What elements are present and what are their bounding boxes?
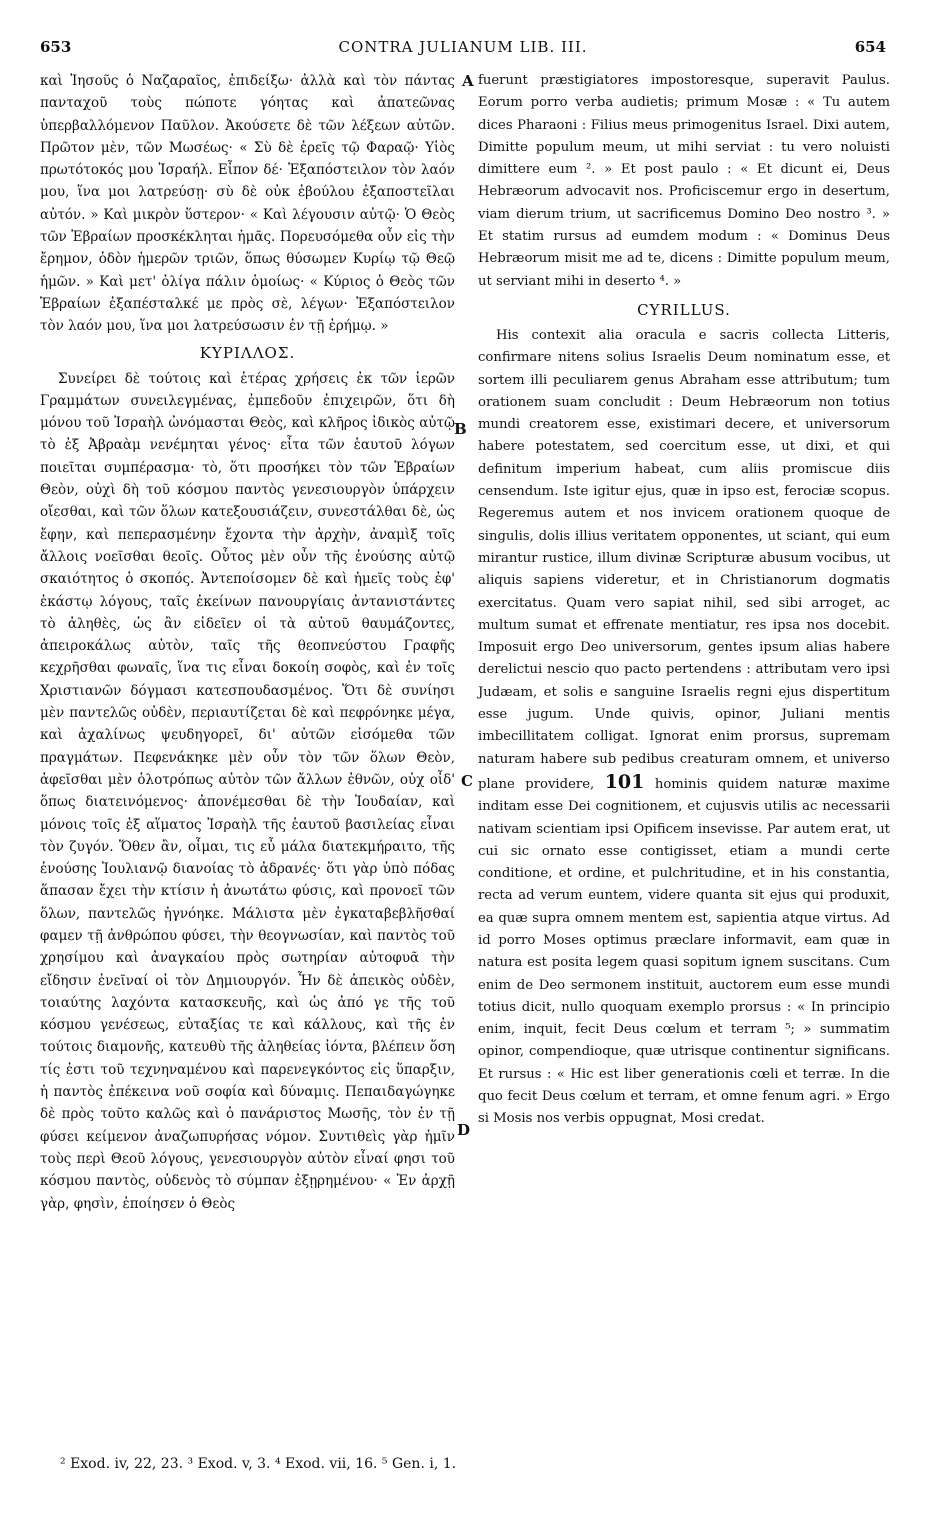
greek-section-text: Συνείρει δὲ τούτοις καὶ ἑτέρας χρήσεις ἐκ τῶν ἱερῶν Γραμμάτων συνειλεγμένας, ἐμπεδοῦν ἐπιχειρῶν, ὅτι δὴ μόνου τοῦ Ἰσραὴλ ὠνόμασται Θεὸς, καὶ κλῆρος ἰδικὸς αὐτῷ τὸ ἐξ Ἀβραὰμ νενέμηται γένος· εἶτα τῶν ἑαυτοῦ λόγων ποιεῖται συμπέρασμα· τὸ, ὅτι προσήκει τὸν τῶν Ἑβραίων Θεὸν, οὐχὶ δὴ τοῦ κόσμου παντὸς γενεσιουργὸν ὑπάρχειν οἴεσθαι, καὶ τῶν ὅλων κατεξουσιάζειν, συνεστάλθαι δὲ, ὡς ἔφην, καὶ πεπερασμένην ἔχοντα τὴν ἀρχὴν, ἀναμὶξ τοῖς ἄλλοις νοεῖσθαι θεοῖς. Οὗτος μὲν οὖν τῆς ἐνούσης αὐτῷ σκαιότητος ὁ σκοπός. Ἀντεποίσομεν δὲ καὶ ἡμεῖς τοὺς ἐφ' ἑκάστῳ λόγους, ταῖς ἐκείνων πανουργίαις ἀντανιστάντες τὸ ἀληθὲς, ὡς ἂν εἰδεῖεν οἱ τὰ αὐτοῦ θαυμάζοντες, ἀπειροκάλως αὐτὸν, ταῖς τῆς θεοπνεύστου Γραφῆς κεχρῆσθαι φωναῖς, ἵνα τις εἶναι δοκοίη σοφὸς, καὶ ἐν τοῖς Χριστιανῶν δόγμασι κατεσπουδασμένος. Ὅτι δὲ συνίησι μὲν παντελῶς οὐδὲν, περιαυτίζεται δὲ καὶ πεφρόνηκε μέγα, καὶ ἀχαλίνως ψευδηγορεῖ, δι' αὐτῶν εἰσόμεθα τῶν πραγμάτων. Πεφενάκηκε μὲν οὖν τὸν τῶν ὅλων Θεὸν, ἀφεῖσθαι μὲν ὁλοτρόπως αὐτὸν τῶν ἄλλων ἐθνῶν, οὐχ οἶδ' ὅπως διατεινόμενος· ἀπονέμεσθαι δὲ τὴν Ἰουδαίαν, καὶ μόνοις τοῖς ἐξ αἵματος Ἰσραὴλ τῆς ἑαυτοῦ βασιλείας εἶναι τὸν ζυγόν. Ὅθεν ἂν, οἶμαι, τις εὖ μάλα διατεκμήραιτο, τῆς ἐνούσης Ἰουλιανῷ διανοίας τὸ ἀδρανές· ὅτι γὰρ ὑπὸ πόδας ἅπασαν ἔχει τὴν κτίσιν ἡ ἀνωτάτω φύσις, καὶ προνοεῖ τῶν ὅλων, παντελῶς ἠγνόηκε. Μάλιστα μὲν ἐγκαταβεβλῆσθαί φαμεν τῇ ἀνθρώπου φύσει, τὴν θεογνωσίαν, καὶ παντὸς τοῦ χρησίμου καὶ ἀναγκαίου πρὸς σωτηρίαν αὐτοφυᾶ τὴν εἴδησιν ἐνεῖναί οἱ τὸν Δημιουργόν. Ἦν δὲ ἀπεικὸς οὐδὲν, τοιαύτης λαχόντα κατασκευῆς, καὶ ὡς ἀπό γε τῆς τοῦ κόσμου γενέσεως, εὐταξίας τε καὶ κάλλους, καὶ τῆς ἐν τούτοις διαμονῆς, κατευθὺ τῆς ἀληθείας ἰόντα, βλέπειν ὅση τίς ἐστι τοῦ τεχνηναμένου καὶ παρενεγκόντος εἰς ὕπαρξιν, ἡ παντὸς ἐπέκεινα νοῦ σοφία καὶ δύναμις. Πεπαιδαγώγηκε δὲ πρὸς τοῦτο καλῶς καὶ ὁ πανάριστος Μωσῆς, τὸν ἐν τῇ φύσει κείμενον ἀναζωπυρήσας νόμον. Συντιθεὶς γὰρ ἡμῖν τοὺς περὶ Θεοῦ λόγους, γενεσιουργὸν αὐτὸν εἶναί φησι τοῦ κόσμου παντὸς, οὐδενὸς τὸ σύμπαν ἐξῃρημένου· « Ἐν ἀρχῇ γὰρ, φησὶν, ἐποίησεν ὁ Θεὸς: [40, 370, 455, 1212]
running-header: [0, 38, 926, 64]
latin-section-text: [478, 325, 890, 1131]
running-title: CONTRA JULIANUM LIB. III.: [338, 38, 588, 56]
latin-section-heading: CYRILLUS.: [637, 300, 731, 319]
right-page-number: 654: [854, 38, 886, 56]
latin-section-text-part-a: His contexit alia oracula e sacris collecta Litteris, confirmare nitens solius Israelis Deum nominatum esse, et sortem illi peculiarem genus Abraham esse attributum; tum orationem suam concludit : Deum Hebræorum non totius mundi creatorem esse, existimari decere, et universorum habere potestatem, sed coercitum esse, ut dixi, et qui definitum imperium habeat, cum aliis promiscue diis censendum. Iste igitur ejus, quæ in ipso est, ferociæ scopus. Regeremus autem et nos invicem orationem quoque de singulis, dolis illius veritatem opponentes, ut sciant, qui eum mirantur rustice, illum divinæ Scripturæ abusum vocibus, ut aliquis sapiens videretur, et in Christianorum dogmatis exercitatus. Quam vero sapiat nihil, sed sibi arroget, ac multum sumat et effrenate mentiatur, res ipsa nos docebit. Imposuit ergo Deo universorum, gentes ipsum alias habere derelictui nescio quo pacto pertendens : attributam vero ipsi Judæam, et solis e sanguine Israelis regni ejus dispertitum esse jugum. Unde quivis, opinor, Juliani mentis imbecillitatem colligat. Ignorat enim prorsus, supremam naturam habere sub pedibus creaturam omnem, et universo plane providere,: [478, 327, 890, 792]
margin-marker-b: B: [454, 420, 467, 438]
margin-marker-d: D: [457, 1121, 471, 1139]
greek-intro-text: καὶ Ἰησοῦς ὁ Ναζαραῖος, ἐπιδείξω· ἀλλὰ καὶ τὸν πάντας πανταχοῦ τοὺς πώποτε γόητας καὶ ἀπατεῶνας ὑπερβαλλόμενον Παῦλον. Ἀκούσετε δὲ τῶν λέξεων αὐτῶν. Πρῶτον μὲν, τῶν Μωσέως· « Σὺ δὲ ἐρεῖς τῷ Φαραῷ· Υἱὸς πρωτότοκός μου Ἰσραήλ. Εἶπον δέ· Ἐξαπόστειλον τὸν λαόν μου, ἵνα μοι λατρεύσῃ· σὺ δὲ οὐκ ἐβούλου ἐξαποστεῖλαι αὐτόν. » Καὶ μικρὸν ὕστερον· « Καὶ λέγουσιν αὐτῷ· Ὁ Θεὸς τῶν Ἑβραίων προσκέκληται ἡμᾶς. Πορευσόμεθα οὖν εἰς τὴν ἔρημον, ὁδὸν ἡμερῶν τριῶν, ὅπως θύσωμεν Κυρίῳ τῷ Θεῷ ἡμῶν. » Καὶ μετ' ὀλίγα πάλιν ὁμοίως· « Κύριος ὁ Θεὸς τῶν Ἑβραίων ἐξαπέσταλκέ με πρὸς σὲ, λέγων· Ἐξαπόστειλον τὸν λαόν μου, ἵνα μοι λατρεύσωσιν ἐν τῇ ἐρήμῳ. »: [40, 73, 455, 335]
latin-section-text-part-b: hominis quidem naturæ maxime inditam esse Dei cognitionem, et cujusvis utilis ac necessarii nativam scientiam ipsi Opificem insevisse. Par autem erat, ut cui sic ornato esse contigisset, etiam a mundi certe conditione, et ordine, et pulchritudine, et in his constantia, recta ad verum euntem, videre quanta sit ejus qui produxit, ea quæ supra omnem mentem est, sapientia atque virtus. Ad id porro Moses optimus præclare informavit, eam quæ in natura est posita legem quasi sopitum ignem suscitans. Cum enim de Deo sermonem instituit, auctorem eum esse mundi totius dicit, nullo quoquam exemplo prorsus : « In principio enim, inquit, fecit Deus cœlum et terram ⁵; » summatim opinor, compendioque, quæ utrisque continentur significans. Et rursus : « Hic est liber generationis cœli et terræ. In die quo fecit Deus cœlum et terram, et omne fenum agri. » Ergo si Mosis nos verbis oppugnat, Mosi credat.: [478, 776, 890, 1127]
latin-column: [478, 70, 890, 1131]
margin-marker-a: A: [462, 72, 474, 90]
left-page-number: 653: [40, 38, 72, 56]
footnotes: ² Exod. iv, 22, 23. ³ Exod. v, 3. ⁴ Exod. vii, 16. ⁵ Gen. i, 1.: [60, 1456, 457, 1472]
latin-intro-text: fuerunt præstigiatores impostoresque, superavit Paulus. Eorum porro verba audietis; primum Mosæ : « Tu autem dices Pharaoni : Filius meus primogenitus Israel. Dixi autem, Dimitte populum meum, ut mihi serviat : tu vero noluisti dimittere eum ². » Et post paulo : « Et dicunt ei, Deus Hebræorum advocavit nos. Proficiscemur ergo in desertum, viam dierum trium, ut sacrificemus Domino Deo nostro ³. » Et statim rursus ad eumdem modum : « Dominus Deus Hebræorum misit me ad te, dicens : Dimitte populum meum, ut serviant mihi in deserto ⁴. »: [478, 73, 890, 289]
greek-section-heading: ΚΥΡΙΛΛΟΣ.: [199, 343, 296, 362]
greek-column: [40, 70, 455, 1215]
original-page-number-marker: 101: [604, 770, 645, 793]
margin-marker-c: C: [461, 772, 473, 790]
